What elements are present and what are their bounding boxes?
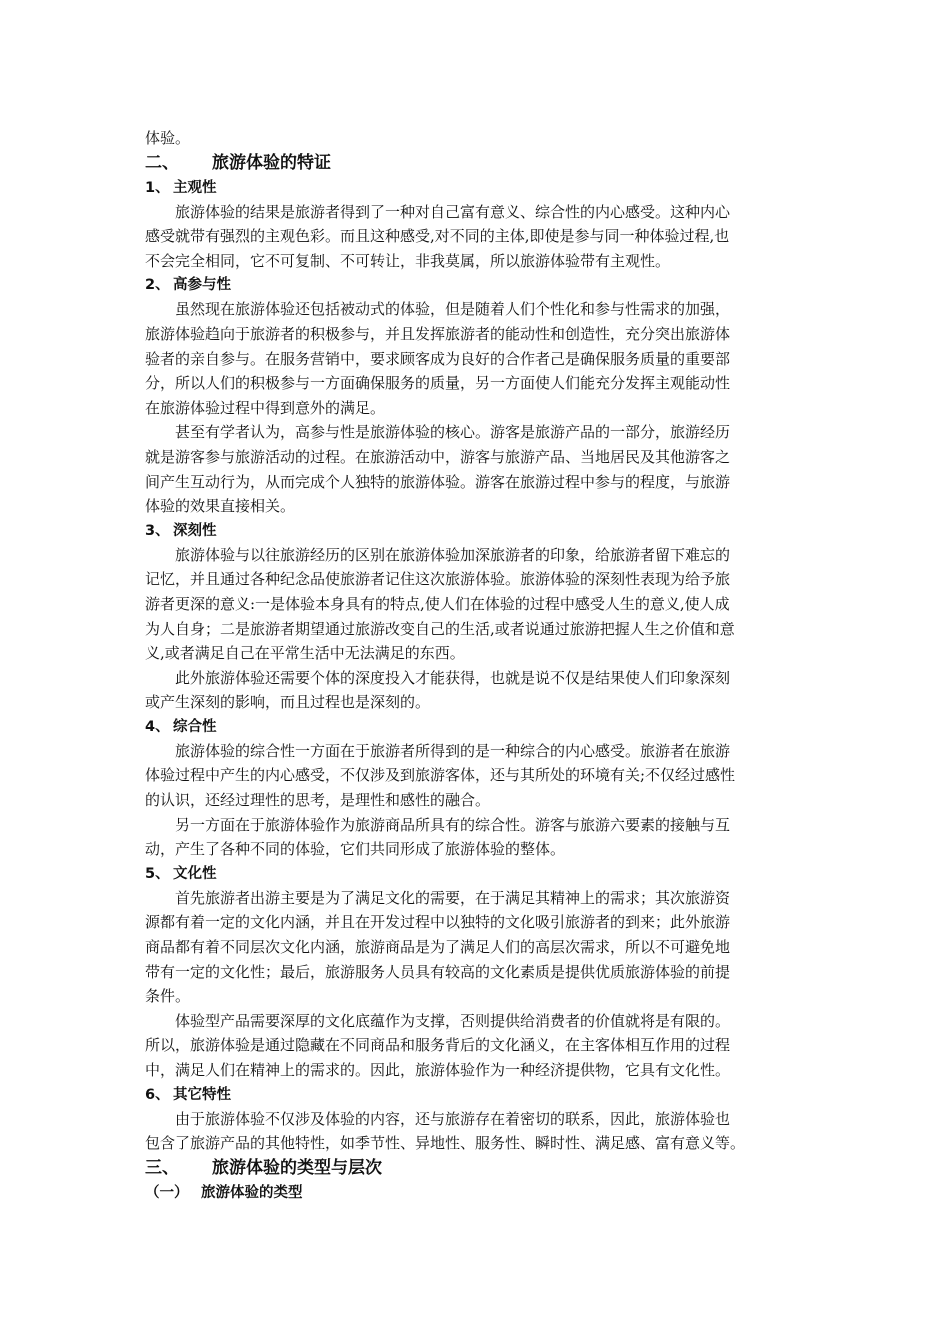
text-line: 不会完全相同，它不可复制、不可转让，非我莫属，所以旅游体验带有主观性。 <box>145 251 671 270</box>
paragraph <box>145 813 810 862</box>
document-page <box>145 126 810 1205</box>
characteristic-number: 2、 <box>145 277 170 294</box>
characteristic-number: 3、 <box>145 522 170 539</box>
characteristic-title: 综合性 <box>173 718 217 735</box>
characteristics-list <box>145 176 810 1156</box>
text-line: 为人自身；二是旅游者期望通过旅游改变自己的生活,或者说通过旅游把握人生之价值和意 <box>145 619 735 638</box>
text-line: 首先旅游者出游主要是为了满足文化的需要，在于满足其精神上的需求；其次旅游资 <box>175 888 731 907</box>
paragraph <box>145 200 810 274</box>
characteristic-number: 5、 <box>145 865 170 882</box>
subsection-number: （一） <box>145 1184 189 1201</box>
text-line: 旅游体验的综合性一方面在于旅游者所得到的是一种综合的内心感受。旅游者在旅游 <box>175 741 731 760</box>
text-line: 旅游体验趋向于旅游者的积极参与，并且发挥旅游者的能动性和创造性，充分突出旅游体 <box>145 324 731 343</box>
text-line: 旅游体验的结果是旅游者得到了一种对自己富有意义、综合性的内心感受。这种内心 <box>175 202 731 221</box>
text-line: 间产生互动行为，从而完成个人独特的旅游体验。游客在旅游过程中参与的程度，与旅游 <box>145 472 731 491</box>
text-line: 由于旅游体验不仅涉及体验的内容，还与旅游存在着密切的联系，因此，旅游体验也 <box>175 1109 731 1128</box>
characteristic-title: 主观性 <box>173 179 217 196</box>
text-line: 条件。 <box>145 987 191 1006</box>
paragraph <box>145 543 810 666</box>
characteristic-title: 高参与性 <box>173 277 231 294</box>
section-number: 二、 <box>145 152 179 173</box>
characteristic-heading <box>145 715 810 739</box>
section-heading-3 <box>145 1156 810 1181</box>
text-line: 体验型产品需要深厚的文化底蕴作为支撑，否则提供给消费者的价值就将是有限的。 <box>175 1011 731 1030</box>
text-line: 此外旅游体验还需要个体的深度投入才能获得，也就是说不仅是结果使人们印象深刻 <box>175 668 731 687</box>
section-heading-2 <box>145 151 810 176</box>
text-line: 包含了旅游产品的其他特性，如季节性、异地性、服务性、瞬时性、满足感、富有意义等。 <box>145 1134 746 1153</box>
text-line: 验者的亲自参与。在服务营销中，要求顾客成为良好的合作者己是确保服务质量的重要部 <box>145 349 731 368</box>
lead-line: 体验。 <box>145 129 191 147</box>
characteristic-number: 4、 <box>145 718 170 735</box>
paragraph <box>145 666 810 715</box>
characteristic-heading <box>145 176 810 200</box>
section-title: 旅游体验的类型与层次 <box>212 1157 382 1178</box>
paragraph <box>145 1107 810 1156</box>
text-line: 记忆，并且通过各种纪念品使旅游者记住这次旅游体验。旅游体验的深刻性表现为给予旅 <box>145 570 731 589</box>
text-line: 带有一定的文化性；最后，旅游服务人员具有较高的文化素质是提供优质旅游体验的前提 <box>145 962 731 981</box>
characteristic-heading <box>145 519 810 543</box>
paragraph <box>145 420 810 518</box>
text-line: 甚至有学者认为，高参与性是旅游体验的核心。游客是旅游产品的一部分，旅游经历 <box>175 423 731 442</box>
characteristic-heading <box>145 1083 810 1107</box>
text-line: 游者更深的意义:一是体验本身具有的特点,使人们在体验的过程中感受人生的意义,使人成 <box>145 594 730 613</box>
text-line: 就是游客参与旅游活动的过程。在旅游活动中，游客与旅游产品、当地居民及其他游客之 <box>145 447 731 466</box>
text-line: 体验过程中产生的内心感受，不仅涉及到旅游客体，还与其所处的环境有关;不仅经过感性 <box>145 766 736 785</box>
characteristic-number: 6、 <box>145 1086 170 1103</box>
text-line: 感受就带有强烈的主观色彩。而且这种感受,对不同的主体,即使是参与同一种体验过程,也 <box>145 227 730 246</box>
characteristic-number: 1、 <box>145 179 170 196</box>
subsection-heading <box>145 1181 810 1205</box>
text-line: 体验的效果直接相关。 <box>145 497 296 516</box>
paragraph <box>145 1009 810 1083</box>
text-line: 义,或者满足自己在平常生活中无法满足的东西。 <box>145 644 465 663</box>
text-line: 所以，旅游体验是通过隐藏在不同商品和服务背后的文化涵义，在主客体相互作用的过程 <box>145 1036 731 1055</box>
section-number: 三、 <box>145 1157 179 1178</box>
text-line: 在旅游体验过程中得到意外的满足。 <box>145 398 386 417</box>
characteristic-title: 深刻性 <box>173 522 217 539</box>
paragraph <box>145 886 810 1009</box>
text-line: 或产生深刻的影响，而且过程也是深刻的。 <box>145 693 431 712</box>
section-title: 旅游体验的特证 <box>212 152 331 173</box>
characteristic-heading <box>145 273 810 297</box>
paragraph <box>145 739 810 813</box>
text-line: 源都有着一定的文化内涵，并且在开发过程中以独特的文化吸引旅游者的到来；此外旅游 <box>145 913 731 932</box>
text-line: 的认识，还经过理性的思考，是理性和感性的融合。 <box>145 791 491 810</box>
text-line: 分，所以人们的积极参与一方面确保服务的质量，另一方面使人们能充分发挥主观能动性 <box>145 374 731 393</box>
text-line: 旅游体验与以往旅游经历的区别在旅游体验加深旅游者的印象，给旅游者留下难忘的 <box>175 545 731 564</box>
text-line: 中，满足人们在精神上的需求的。因此，旅游体验作为一种经济提供物，它具有文化性。 <box>145 1061 731 1079</box>
text-line: 虽然现在旅游体验还包括被动式的体验，但是随着人们个性化和参与性需求的加强， <box>175 300 731 319</box>
characteristic-title: 文化性 <box>173 865 217 882</box>
paragraph <box>145 297 810 420</box>
subsection-title: 旅游体验的类型 <box>201 1184 303 1201</box>
characteristic-heading <box>145 862 810 886</box>
text-line: 另一方面在于旅游体验作为旅游商品所具有的综合性。游客与旅游六要素的接触与互 <box>175 815 731 834</box>
text-line: 动，产生了各种不同的体验，它们共同形成了旅游体验的整体。 <box>145 840 566 859</box>
text-line: 商品都有着不同层次文化内涵，旅游商品是为了满足人们的高层次需求，所以不可避免地 <box>145 938 731 957</box>
characteristic-title: 其它特性 <box>173 1086 231 1103</box>
